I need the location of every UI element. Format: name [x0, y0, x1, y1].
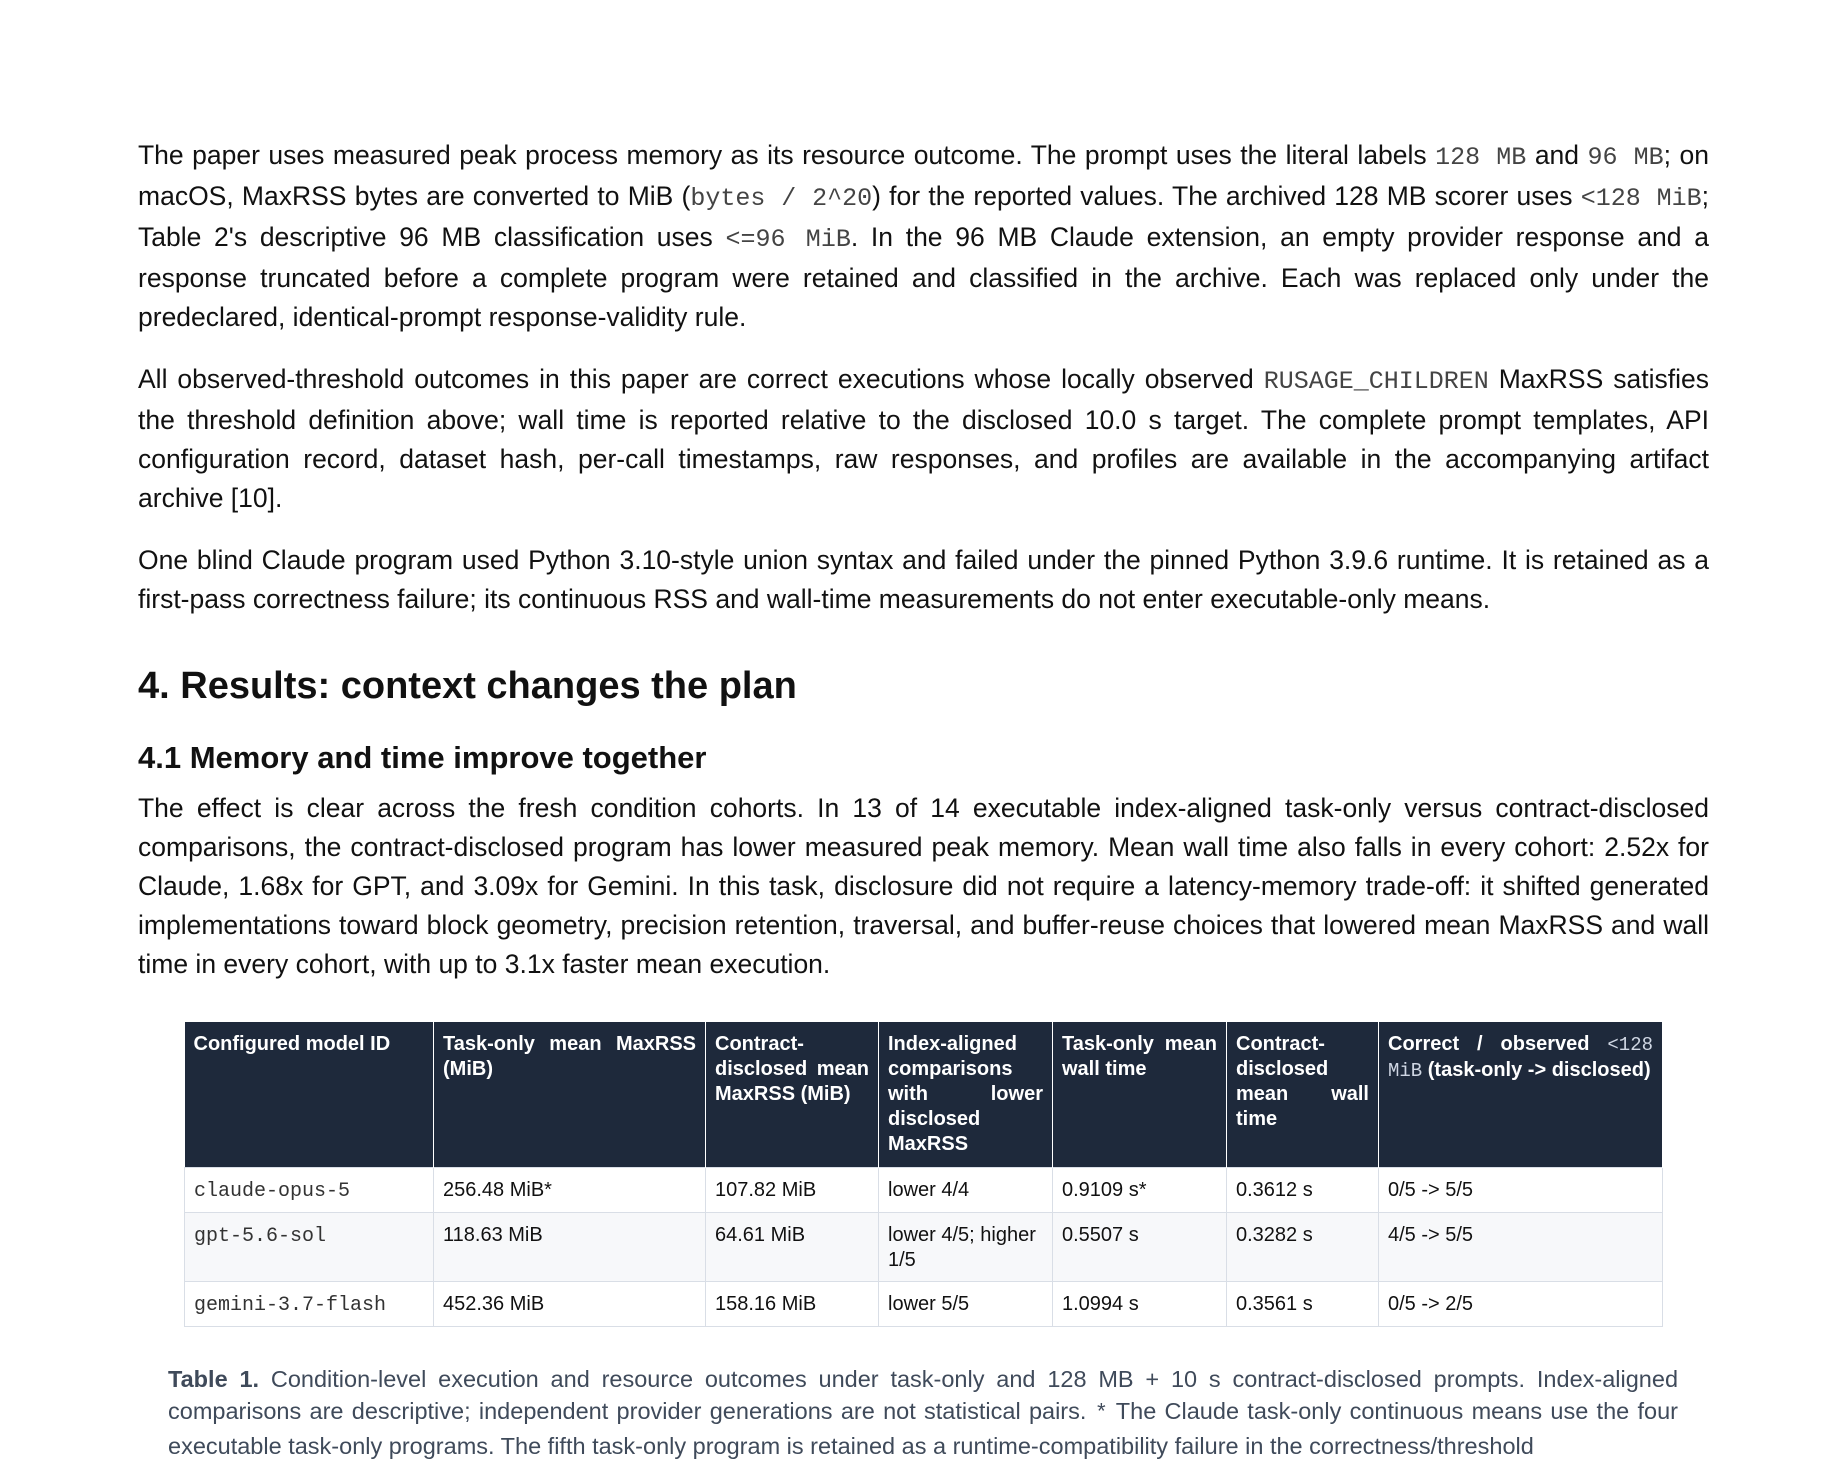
- table-header-row: [185, 1022, 1663, 1168]
- inline-code: <=96 MiB: [725, 225, 851, 254]
- table-cell-model: [185, 1282, 434, 1327]
- text-run: ; on macOS, MaxRSS bytes are converted to MiB (: [138, 140, 1710, 211]
- text-run: (task-only -> disclosed): [1422, 1059, 1651, 1081]
- model-id-code: gemini-3.7-flash: [194, 1294, 387, 1317]
- table-row: [185, 1168, 1663, 1213]
- header-task-only-wall-time: Task-only mean wall time: [1053, 1022, 1227, 1168]
- results-table: [184, 1022, 1663, 1327]
- table-cell: 0.3282 s: [1227, 1213, 1379, 1282]
- header-index-aligned: Index-aligned comparisons with lower disclosed MaxRSS: [879, 1022, 1053, 1168]
- header-model-id: Configured model ID: [185, 1022, 434, 1168]
- inline-code: bytes / 2^20: [690, 184, 873, 213]
- section-title: 4. Results: context changes the plan: [138, 665, 797, 707]
- paragraph-results-summary: The effect is clear across the fresh condition cohorts. In 13 of 14 executable index-aligned task-only versus contract-disclosed comparisons, the contract-disclosed program has lower measured peak memory. Mean wall time also falls in every cohort: 2.52x for Claude, 1.68x for GPT, and 3.09x for Gemini. In this task, disclosure did not require a latency-memory trade-off: it shifted generated implementations toward block geometry, precision retention, traversal, and buffer-reuse choices that lowered mean MaxRSS and wall time in every cohort, with up to 3.1x faster mean execution.: [138, 793, 1709, 979]
- table-cell: lower 5/5: [879, 1282, 1053, 1327]
- header-disclosed-maxrss: Contract-disclosed mean MaxRSS (MiB): [706, 1022, 879, 1168]
- table-cell-model: [185, 1213, 434, 1282]
- model-id-code: gpt-5.6-sol: [194, 1225, 327, 1248]
- paragraph-memory-definition: [138, 136, 1709, 337]
- table-cell: 452.36 MiB: [434, 1282, 706, 1327]
- inline-code: <128 MiB: [1388, 1034, 1653, 1082]
- text-run: ; Table 2's descriptive 96 MB classification uses: [138, 181, 1709, 252]
- inline-code: <128 MiB: [1580, 184, 1702, 213]
- paper-page: [138, 136, 1709, 1462]
- table-cell: 64.61 MiB: [706, 1213, 879, 1282]
- inline-code: *: [1094, 1401, 1108, 1426]
- table-cell: 107.82 MiB: [706, 1168, 879, 1213]
- table-cell: lower 4/4: [879, 1168, 1053, 1213]
- subsection-title: 4.1 Memory and time improve together: [138, 740, 707, 775]
- inline-code: 128 MB: [1435, 143, 1527, 172]
- table-cell: lower 4/5; higher 1/5: [879, 1213, 1053, 1282]
- inline-code: 96 MB: [1587, 143, 1664, 172]
- text-run: Condition-level execution and resource outcomes under task-only and 128 MB + 10 s contract-disclosed prompts. Index-aligned comparisons are descriptive; independent provider generations are not statistical pairs.: [168, 1366, 1679, 1424]
- text-run: The paper uses measured peak process memory as its resource outcome. The prompt uses the literal labels: [138, 140, 1436, 170]
- table-cell: 4/5 -> 5/5: [1379, 1213, 1663, 1282]
- text-run: All observed-threshold outcomes in this paper are correct executions whose locally observed: [138, 364, 1264, 394]
- text-run: The Claude task-only continuous means use the four executable task-only programs. The fifth task-only program is retained as a runtime-compatibility failure in the correctness/threshold: [168, 1398, 1679, 1459]
- table-cell: 0.9109 s*: [1053, 1168, 1227, 1213]
- table-cell: 0/5 -> 2/5: [1379, 1282, 1663, 1327]
- table-cell-model: [185, 1168, 434, 1213]
- results-table-container: [184, 1022, 1662, 1327]
- table-cell: 1.0994 s: [1053, 1282, 1227, 1327]
- model-id-code: claude-opus-5: [194, 1180, 351, 1203]
- table-cell: 0.3561 s: [1227, 1282, 1379, 1327]
- text-run: Correct / observed: [1388, 1033, 1608, 1055]
- inline-code: RUSAGE_CHILDREN: [1263, 367, 1489, 396]
- table-cell: 0.5507 s: [1053, 1213, 1227, 1282]
- table-cell: 256.48 MiB*: [434, 1168, 706, 1213]
- text-run: MaxRSS satisfies the threshold definition above; wall time is reported relative to the disclosed 10.0 s target. The complete prompt templates, API configuration record, dataset hash, per-call timestamps, raw responses, and profiles are available in the accompanying artifact archive [10].: [138, 364, 1709, 513]
- header-disclosed-wall-time: Contract-disclosed mean wall time: [1227, 1022, 1379, 1168]
- table-row: [185, 1213, 1663, 1282]
- table-caption: [168, 1363, 1678, 1462]
- table-cell: 158.16 MiB: [706, 1282, 879, 1327]
- caption-label: Table 1.: [168, 1366, 260, 1392]
- table-row: [185, 1282, 1663, 1327]
- text-run: ) for the reported values. The archived 128 MB scorer uses: [872, 181, 1581, 211]
- text-run: and: [1526, 140, 1588, 170]
- text-run: . In the 96 MB Claude extension, an empty provider response and a response truncated before a complete program were retained and classified in the archive. Each was replaced only under the predeclared, identical-prompt response-validity rule.: [138, 222, 1709, 332]
- table-cell: 118.63 MiB: [434, 1213, 706, 1282]
- header-task-only-maxrss: Task-only mean MaxRSS (MiB): [434, 1022, 706, 1168]
- table-cell: 0/5 -> 5/5: [1379, 1168, 1663, 1213]
- paragraph-blind-claude-failure: One blind Claude program used Python 3.10-style union syntax and failed under the pinned Python 3.9.6 runtime. It is retained as a first-pass correctness failure; its continuous RSS and wall-time measurements do not enter executable-only means.: [138, 545, 1709, 614]
- header-correct-observed: [1379, 1022, 1663, 1168]
- paragraph-threshold-outcomes: [138, 360, 1709, 518]
- table-cell: 0.3612 s: [1227, 1168, 1379, 1213]
